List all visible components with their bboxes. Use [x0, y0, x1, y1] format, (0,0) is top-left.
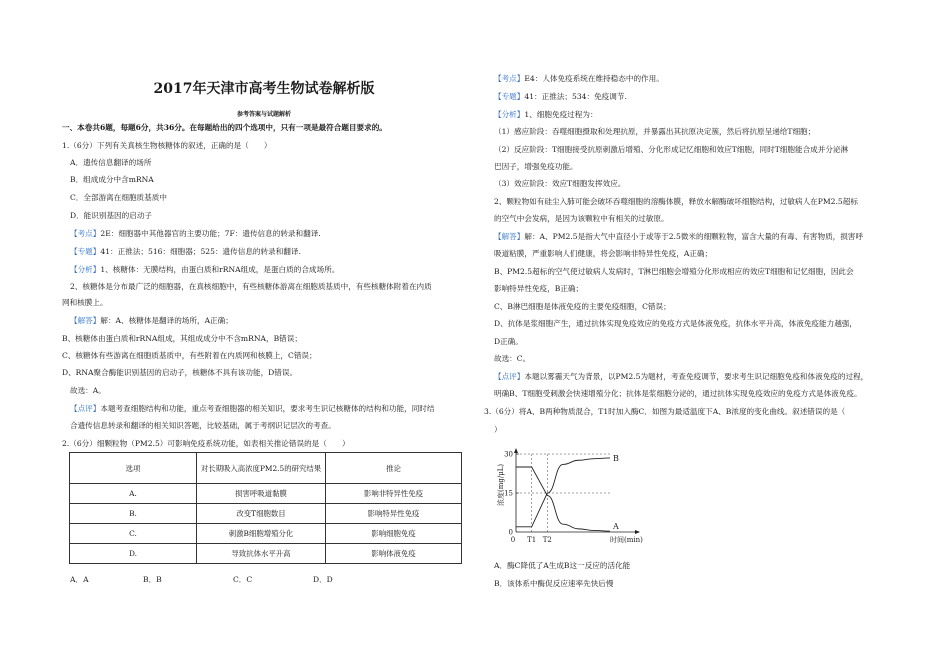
dianping-tag: 【点评】	[70, 404, 101, 413]
q2-jieda-4b: D正确。	[494, 337, 523, 346]
q1-dianping-b: 合遗传信息转录和翻译的相关知识答题，比较基础，属于考纲识记层次的考查。	[70, 421, 336, 430]
q2-jieda-4a: D、抗体是浆细胞产生，通过抗体实现免疫效应的免疫方式是体液免疫，抗体水平升高，体液免疫能力越强，	[494, 319, 857, 328]
q1-option-a: A．遗传信息翻译的场所	[70, 158, 152, 167]
x-tick-label: T1	[527, 536, 537, 544]
q2-choice-d: D．D	[313, 575, 333, 584]
q2-jieda-3: C、B淋巴细胞是体液免疫的主要免疫细胞，C错误；	[494, 302, 671, 311]
q1-zhuanti-text: 41：正推法；516：细胞器；525：遗传信息的转录和翻译.	[100, 247, 301, 256]
zhuanti-tag: 【专题】	[70, 247, 101, 256]
q1-fenxi-text: 1、核糖体：无膜结构，由蛋白质和rRNA组成，是蛋白质的合成场所。	[100, 265, 340, 274]
q2-jieda-2a: B、PM2.5超标的空气使过敏病人发病时，T淋巴细胞会增殖分化形成相应的效应T细胞和记忆细胞，因此会	[494, 267, 854, 276]
q2-kaodian	[494, 73, 664, 84]
fenxi-tag: 【分析】	[494, 110, 525, 119]
fenxi-tag: 【分析】	[70, 265, 101, 274]
table-row	[70, 484, 462, 504]
page-subtitle: 参考答案与试题解析	[236, 111, 291, 118]
table-cell: 影响细胞免疫	[326, 524, 462, 544]
q3-option-a: A．酶C降低了A生成B这一反应的活化能	[494, 561, 631, 570]
q1-zhuanti	[70, 246, 301, 257]
x-axis-arrow	[635, 530, 640, 534]
table-cell: B.	[70, 504, 197, 524]
table-row	[70, 504, 462, 524]
q2-kaodian-text: E4：人体免疫系统在维持稳态中的作用。	[524, 74, 664, 83]
table-cell: 影响体液免疫	[326, 544, 462, 564]
series-line-b	[516, 458, 610, 527]
q2-choice-b: B．B	[143, 575, 162, 584]
jieda-tag: 【解答】	[494, 232, 525, 241]
q2-jieda-text: 解：A、PM2.5是指大气中直径小于或等于2.5微米的细颗粒物，富含大量的有毒、有害物质，损害呼	[524, 232, 864, 241]
section-heading: 一、本卷共6题，每题6分，共36分。在每题给出的四个选项中，只有一项是最符合题目要求的。	[62, 123, 387, 132]
y-axis-label: 浓度(mg/μL)	[497, 463, 505, 506]
q1-jieda-4: D、RNA聚合酶能识别基因的启动子，核糖体不具有该功能，D错误。	[62, 368, 298, 377]
q1-jieda-2: B、核糖体由蛋白质和rRNA组成，其组成成分中不含mRNA，B错误；	[62, 334, 302, 343]
q1-kaodian-text: 2E：细胞器中其他器官的主要功能；7F：遗传信息的转录和翻译.	[100, 229, 321, 238]
q1-option-d: D．能识别基因的启动子	[70, 211, 153, 220]
q1-jieda-text: 解：A、核糖体是翻译的场所，A正确；	[100, 316, 233, 325]
q2-fenxi-3a: （2）反应阶段：T细胞接受抗原刺激后增殖、分化形成记忆细胞和效应T细胞，同时T细胞能合成并分泌淋	[494, 145, 849, 154]
x-tick-label: T2	[542, 536, 552, 544]
q2-fenxi-3b: 巴因子，增强免疫功能。	[494, 162, 578, 171]
series-line-a	[516, 467, 610, 531]
q2-dianping-b: 明确B、T细胞受刺激会快速增殖分化；抗体是浆细胞分泌的，通过抗体实现免疫效应的免疫方式是体液免疫。	[494, 389, 862, 398]
q2-zhuanti-text: 41：正推法；534：免疫调节.	[524, 92, 627, 101]
q1-fenxi-2b: 网和核膜上。	[62, 298, 108, 307]
table-row	[70, 544, 462, 564]
table-cell: D.	[70, 544, 197, 564]
table-header-cell: 对长期吸入高浓度PM2.5的研究结果	[197, 453, 326, 484]
page-title: 2017年天津市高考生物试卷解析版	[153, 81, 375, 97]
table-header-cell: 推论	[326, 453, 462, 484]
q2-answer: 故选：C。	[494, 354, 531, 363]
q2-jieda-2b: 影响特异性免疫，B正确；	[494, 284, 584, 293]
y-axis-arrow	[514, 448, 518, 453]
table-cell: 影响特异性免疫	[326, 504, 462, 524]
table-cell: 损害呼吸道黏膜	[197, 484, 326, 504]
q1-fenxi-2a: 2、核糖体是分布最广泛的细胞器，在真核细胞中，有些核糖体游离在细胞质基质中，有些核糖体附着在内质	[70, 282, 432, 291]
x-axis-label: 时间(min)	[610, 536, 643, 544]
table-header-row	[70, 453, 462, 484]
q2-fenxi-5b: 的空气中会发病，是因为该颗粒中有相关的过敏原。	[494, 214, 669, 223]
series-label-a: A	[613, 522, 619, 532]
q1-kaodian	[70, 228, 321, 239]
table-header-cell: 选项	[70, 453, 197, 484]
q2-fenxi	[494, 109, 598, 120]
kaodian-tag: 【考点】	[70, 229, 101, 238]
y-tick-label: 0	[508, 528, 513, 537]
q1-fenxi	[70, 264, 339, 275]
q1-dianping	[70, 403, 435, 414]
q2-zhuanti	[494, 91, 627, 102]
zhuanti-tag: 【专题】	[494, 92, 525, 101]
table-cell: C.	[70, 524, 197, 544]
table-cell: A.	[70, 484, 197, 504]
q1-option-c: C．全部游离在细胞质基质中	[70, 193, 167, 202]
q2-choice-a: A．A	[70, 575, 89, 584]
kaodian-tag: 【考点】	[494, 74, 525, 83]
q2-stem: 2.（6分）细颗粒物（PM2.5）可影响免疫系统功能，如表相关推论错误的是（ ）	[62, 439, 350, 448]
q3-stem: 3.（6分）将A、B两种物质混合，T1时加入酶C．如图为最适温度下A、B浓度的变化曲线。叙述错误的是（	[484, 407, 846, 416]
q1-jieda	[70, 315, 233, 326]
q2-dianping-text: 本题以雾霾天气为背景，以PM2.5为题材，考查免疫调节，要求考生识记细胞免疫和体液免疫的过程，	[524, 372, 869, 381]
q2-jieda-1b: 吸道粘膜，严重影响人们健康，将会影响非特异性免疫，A正确；	[494, 249, 713, 258]
q3-stem-end: ）	[494, 425, 502, 434]
q2-fenxi-4: （3）效应阶段：效应T细胞发挥效应。	[494, 179, 626, 188]
q3-option-b: B．该体系中酶促反应速率先快后慢	[494, 579, 614, 588]
q1-option-b: B．组成成分中含mRNA	[70, 175, 154, 184]
concentration-chart	[494, 446, 694, 546]
table-cell: 导致抗体水平升高	[197, 544, 326, 564]
dianping-tag: 【点评】	[494, 372, 525, 381]
table-cell: 刺激B细胞增殖分化	[197, 524, 326, 544]
q1-dianping-text: 本题考查细胞结构和功能，重点考查细胞器的相关知识，要求考生识记核糖体的结构和功能，同时结	[100, 404, 435, 413]
table-cell: 影响非特异性免疫	[326, 484, 462, 504]
q2-fenxi-2: （1）感应阶段：吞噬细胞摄取和处理抗原，并暴露出其抗原决定簇，然后将抗原呈递给T细胞；	[494, 127, 816, 136]
q2-jieda	[494, 231, 863, 242]
jieda-tag: 【解答】	[70, 316, 101, 325]
q2-fenxi-5a: 2、颗粒物如有硅尘入肺可能会破坏吞噬细胞的溶酶体膜，释放水解酶破坏细胞结构，过敏病人在PM2.5超标	[494, 197, 858, 206]
q2-table	[69, 452, 462, 564]
table-row	[70, 524, 462, 544]
series-label-b: B	[613, 453, 619, 463]
q2-fenxi-text: 1、细胞免疫过程为：	[524, 110, 598, 119]
y-tick-label: 30	[504, 450, 513, 459]
x-tick-label: 0	[510, 536, 516, 544]
q2-choice-c: C．C	[233, 575, 253, 584]
q2-dianping	[494, 371, 868, 382]
table-cell: 改变T细胞数目	[197, 504, 326, 524]
q1-answer: 故选：A。	[70, 386, 106, 395]
q1-stem: 1.（6分）下列有关真核生物核糖体的叙述，正确的是（ ）	[62, 141, 272, 150]
y-tick-label: 15	[504, 489, 513, 498]
q1-jieda-3: C、核糖体有些游离在细胞质基质中，有些附着在内质网和核膜上，C错误；	[62, 351, 317, 360]
